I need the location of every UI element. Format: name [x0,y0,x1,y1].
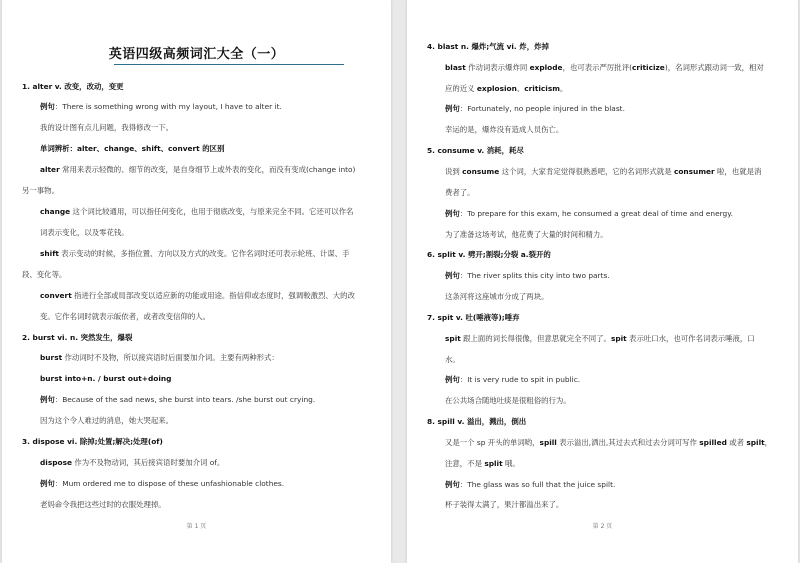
page-number: 第 2 页 [592,523,613,530]
alter-explanation: alter 常用来表示轻微的、细节的改变，是自身细节上或外表的变化，而没有变成(change into) [40,165,356,174]
shift-explanation-cont: 段、变化等。 [22,270,67,279]
spit-explanation: spit 跟上面的词长得很像，但意思就完全不同了。spit 表示吐口水，也可作名词表示唾液，口 [445,334,755,343]
example-sentence-en: 例句：Fortunately, no people injured in the blast. [445,104,625,113]
example-sentence-en: 例句：It is very rude to spit in public. [445,375,581,384]
title-underline [114,64,344,65]
example-sentence-zh: 老妈命令我把这些过时的衣服处理掉。 [40,500,166,509]
blast-explanation-cont: 应的近义 explosion、criticism。 [445,84,568,93]
spill-explanation: 又是一个 sp 开头的单词哟，spill 表示溢出,洒出,其过去式和过去分词可写作 spilled 或者 spilt， [445,438,773,447]
convert-explanation-cont: 变。它作名词时就表示皈依者，或者改变信仰的人。 [40,312,210,321]
document-title: 英语四级高频词汇大全（一） [108,47,285,62]
document-page-2 [407,0,798,563]
burst-explanation: burst 作动词时不及物，所以接宾语时后面要加介词。主要有两种形式： [40,353,279,362]
spit-explanation-cont: 水。 [445,355,460,364]
example-sentence-en: 例句：Mum ordered me to dispose of these unfashionable clothes. [40,479,285,488]
shift-explanation: shift 表示变动的时候，多指位置、方向以及方式的改变。它作名词时还可表示轮班、计谋、手 [40,249,350,258]
entry-heading-consume: 5. consume v. 消耗，耗尽 [427,146,524,155]
example-sentence-en: 例句：The river splits this city into two parts. [445,271,610,280]
consume-explanation-cont: 费者了。 [445,188,475,197]
example-sentence-zh: 杯子装得太满了，果汁都溢出来了。 [445,500,564,509]
entry-heading-spill: 8. spill v. 溢出，溅出，倒出 [427,417,527,426]
entry-heading-burst: 2. burst vi. n. 突然发生，爆裂 [22,333,133,342]
consume-explanation: 说到 consume 这个词，大家肯定觉得很熟悉吧，它的名词形式就是 consumer 啦，也就是消 [445,167,762,176]
entry-heading-split: 6. split v. 劈开;割裂;分裂 a.裂开的 [427,250,551,259]
synonym-heading: 单词辨析：alter、change、shift、convert 的区别 [40,144,225,153]
example-sentence-en: 例句：There is something wrong with my layout, I have to alter it. [40,102,282,111]
example-sentence-zh: 我的设计图有点儿问题，我得修改一下。 [40,123,174,132]
entry-heading-blast: 4. blast n. 爆炸;气流 vi. 炸，炸掉 [427,42,549,51]
entry-heading-alter: 1. alter v. 改变，改动，变更 [22,82,124,91]
spill-explanation-cont: 注意，不是 split 哦。 [445,459,520,468]
example-sentence-en: 例句：Because of the sad news, she burst into tears. /she burst out crying. [40,395,316,404]
entry-heading-spit: 7. spit v. 吐(唾液等);唾弃 [427,313,520,322]
example-sentence-zh: 在公共场合随地吐痰是很粗俗的行为。 [445,396,571,405]
change-explanation-cont: 词表示变化，以及零花钱。 [40,228,129,237]
example-sentence-zh: 幸运的是，爆炸没有造成人员伤亡。 [445,125,564,134]
example-sentence-en: 例句：To prepare for this exam, he consumed a great deal of time and energy. [445,209,733,218]
example-sentence-en: 例句：The glass was so full that the juice spilt. [445,480,616,489]
document-page-1 [2,0,391,563]
example-sentence-zh: 为了准备这场考试，他花费了大量的时间和精力。 [445,230,608,239]
convert-explanation: convert 指进行全部或局部改变以适应新的功能或用途。指信仰或态度时，强调較激烈、大的改 [40,291,355,300]
alter-explanation-cont: 另一事物。 [22,186,59,195]
blast-explanation: blast 作动词表示爆炸同 explode，也可表示严厉批评(criticize)，名词形式跟动词一致，相对 [445,63,764,72]
entry-heading-dispose: 3. dispose vi. 除掉;处置;解决;处理(of) [22,437,163,446]
burst-forms: burst into+n. / burst out+doing [40,374,172,383]
change-explanation: change 这个词比较通用，可以指任何变化，也用于彻底改变，与原来完全不同。它还可以作名 [40,207,354,216]
page-number: 第 1 页 [186,523,207,530]
dispose-explanation: dispose 作为不及物动词，其后接宾语时要加介词 of。 [40,458,225,467]
example-sentence-zh: 因为这个令人难过的消息，她大哭起来。 [40,416,174,425]
example-sentence-zh: 这条河将这座城市分成了两块。 [445,292,549,301]
